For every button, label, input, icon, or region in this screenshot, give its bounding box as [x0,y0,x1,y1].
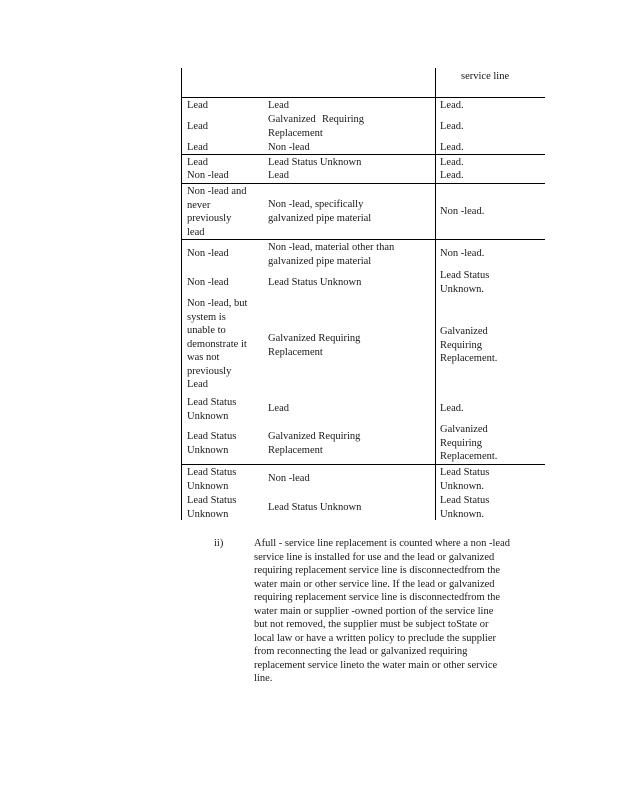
table-cell: Lead Status Unknown [268,157,362,168]
paragraph-body: Afull - service line replacement is counted where a non -lead service line is installed for use and the lead or galvanized requiring replacement service line is disconnectedfrom the water main or other service line. If the lead or galvanized requiring replacement service line is disconnectedfrom the water main or supplier -owned portion of the service line but not removed, the supplier must be subject toState or local law or have a written policy to preclude the supplier from reconnecting the lead or galvanized requiring replacement service lineto the water main or other service line. [254,538,510,684]
table-cell: Galvanized Requiring Replacement [268,333,361,358]
table-cell: Lead. [440,100,464,111]
table-cell: Galvanized Requiring Replacement. [440,326,498,364]
table-cell: Lead [187,157,208,168]
table-cell: Lead [187,121,208,132]
table-left-border [181,68,182,520]
table-row-divider [181,97,545,98]
table-cell: Non -lead, but system is unable to demonstrate it was not previously Lead [187,298,248,390]
paragraph-number: ii) [214,538,224,549]
table-cell: Non -lead and never previously lead [187,186,247,238]
table-cell: Lead [187,100,208,111]
table-cell: Lead Status Unknown. [440,270,490,295]
table-col-divider [435,68,436,520]
table-cell: Lead Status Unknown [187,431,237,456]
table-cell: Non -lead. [440,248,485,259]
table-cell: Lead. [440,121,464,132]
table-cell: Galvanized Requiring Replacement [268,114,364,139]
table-row-divider [181,183,545,184]
table-cell: Lead Status Unknown [187,397,237,422]
table-cell: Lead [268,403,289,414]
table-cell: Non -lead [187,277,229,288]
table-cell: Non -lead [187,248,229,259]
table-row-divider [181,239,545,240]
table-cell: Non -lead, material other than galvanized pipe material [268,242,395,267]
table-cell: Non -lead. [440,206,485,217]
table-header-col3: service line [461,71,510,82]
table-cell: Galvanized Requiring Replacement. [440,424,498,462]
table-row-divider [181,464,545,465]
table-cell: Non -lead [187,170,229,181]
table-cell: Lead Status Unknown. [440,467,490,492]
table-cell: Lead Status Unknown [268,277,362,288]
table-cell: Lead [187,142,208,153]
table-cell: Lead [268,170,289,181]
table-cell: Lead. [440,403,464,414]
table-row-divider [181,154,545,155]
table-cell: Non -lead [268,473,310,484]
table-cell: Lead Status Unknown [187,495,237,520]
table-cell: Lead Status Unknown [187,467,237,492]
table-cell: Galvanized Requiring Replacement [268,431,361,456]
table-cell: Non -lead [268,142,310,153]
table-cell: Lead. [440,142,464,153]
table-cell: Lead Status Unknown. [440,495,490,520]
table-cell: Lead. [440,170,464,181]
table-cell: Lead Status Unknown [268,502,362,513]
table-cell: Non -lead, specifically galvanized pipe material [268,199,372,224]
table-cell: Lead [268,100,289,111]
table-cell: Lead. [440,157,464,168]
